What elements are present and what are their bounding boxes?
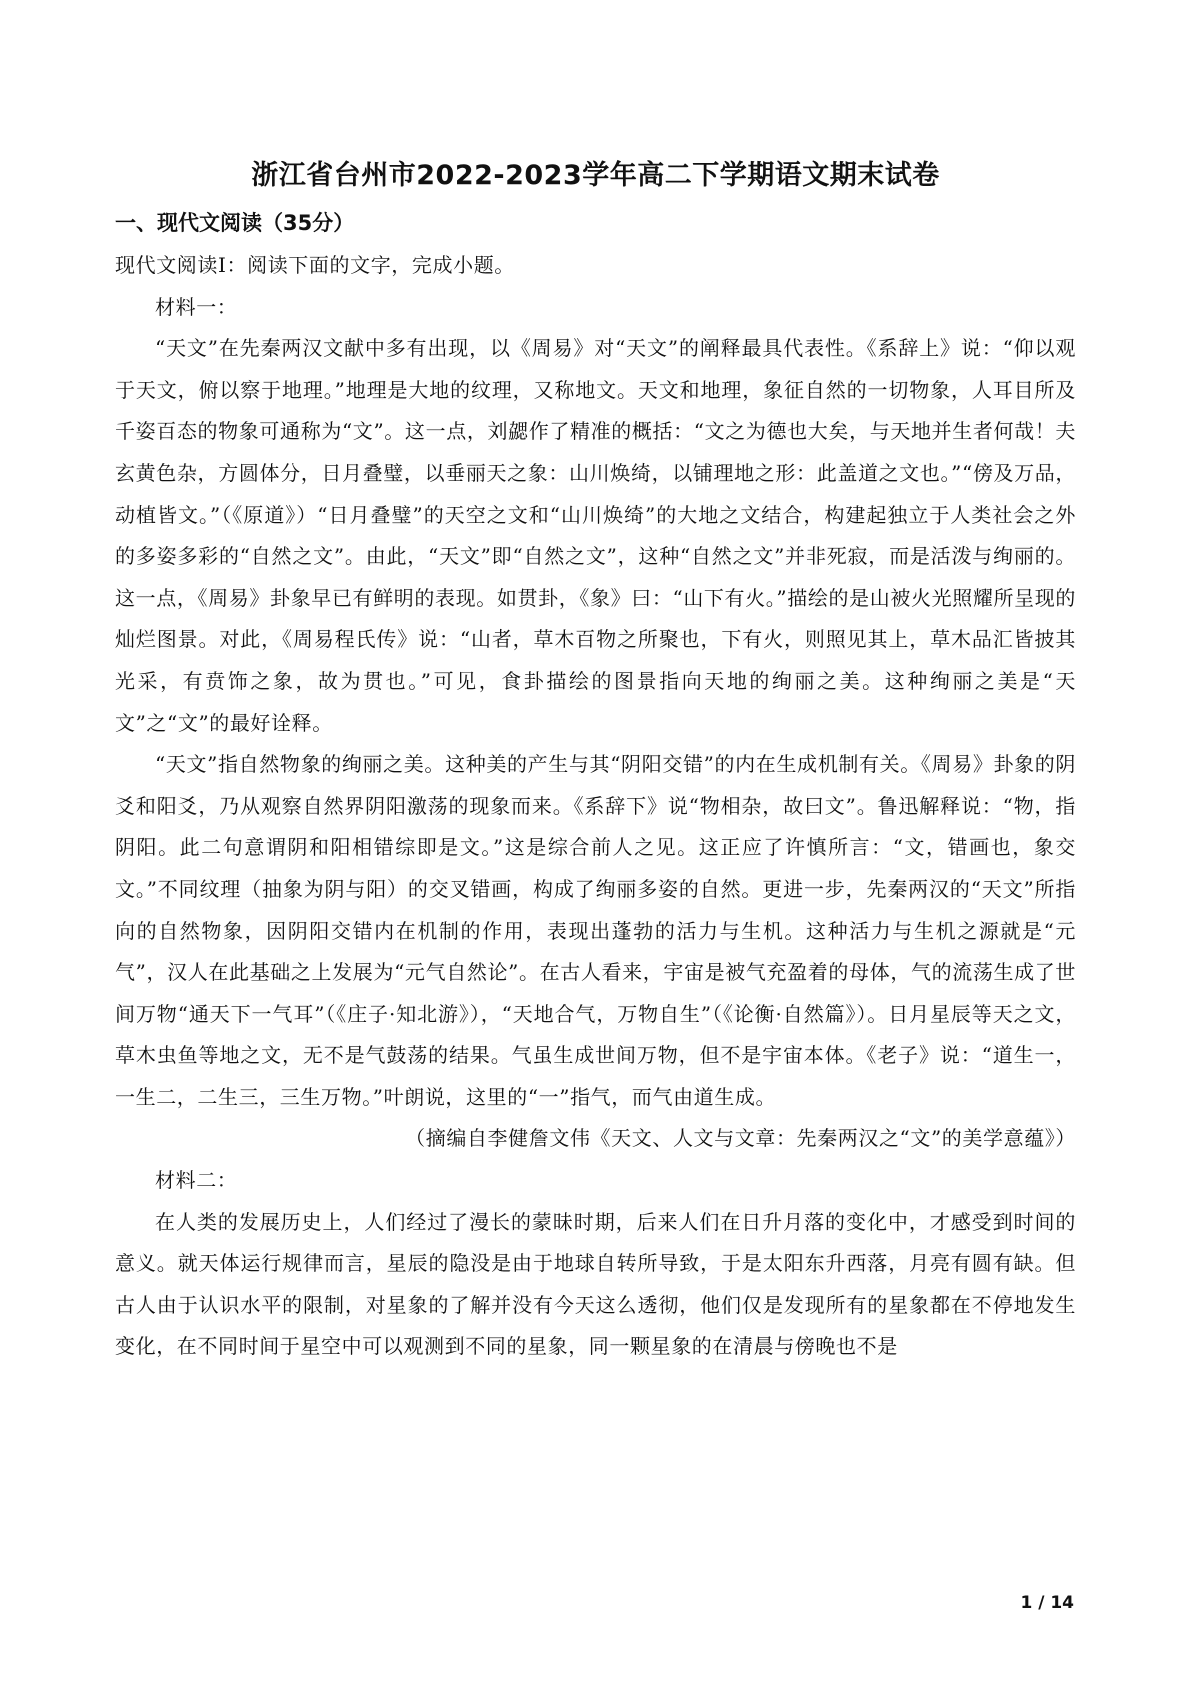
material2-label: 材料二： xyxy=(155,1168,238,1193)
document-body xyxy=(115,245,1076,1368)
reading-instruction: 现代文阅读Ⅰ：阅读下面的文字，完成小题。 xyxy=(115,253,515,277)
section-heading: 一、现代文阅读（35分） xyxy=(115,211,355,235)
material1-label: 材料一： xyxy=(155,294,238,319)
material1-paragraph: “天文”在先秦两汉文献中多有出现，以《周易》对“天文”的阐释最具代表性。《系辞上》说：“仰以观于天文，俯以察于地理。”地理是大地的纹理，又称地文。天文和地理，象征自然的一切物象，人耳目所及千姿百态的物象可通称为“文”。这一点，刘勰作了精准的概括：“文之为德也大矣，与天地并生者何哉！夫玄黄色杂，方圆体分，日月叠璧，以垂丽天之象：山川焕绮，以铺理地之形：此盖道之文也。”“傍及万品，动植皆文。”（《原道》）“日月叠璧”的天空之文和“山川焕绮”的大地之文结合，构建起独立于人类社会之外的多姿多彩的“自然之文”。由此，“天文”即“自然之文”，这种“自然之文”并非死寂，而是活泼与绚丽的。这一点，《周易》卦象早已有鲜明的表现。如贯卦，《象》曰：“山下有火。”描绘的是山被火光照耀所呈现的灿烂图景。对此，《周易程氏传》说：“山者，草木百物之所聚也，下有火，则照见其上，草木品汇皆披其光采，有贲饰之象，故为贯也。”可见，食卦描绘的图景指向天地的绚丽之美。这种绚丽之美是“天文”之“文”的最好诠释。 xyxy=(115,336,1076,735)
page-number: 1 / 14 xyxy=(1020,1593,1074,1613)
material1-source: （摘编自李健詹文伟《天文、人文与文章：先秦两汉之“文”的美学意蕴》） xyxy=(405,1126,1076,1151)
material2-paragraph: 在人类的发展历史上，人们经过了漫长的蒙昧时期，后来人们在日升月落的变化中，才感受到时间的意义。就天体运行规律而言，星辰的隐没是由于地球自转所导致，于是太阳东升西落，月亮有圆有缺。但古人由于认识水平的限制，对星象的了解并没有今天这么透彻，他们仅是发现所有的星象都在不停地发生变化，在不同时间于星空中可以观测到不同的星象，同一颗星象的在清晨与傍晚也不是 xyxy=(115,1209,1076,1359)
document-title: 浙江省台州市2022-2023学年高二下学期语文期末试卷 xyxy=(251,160,940,191)
material1-paragraph: “天文”指自然物象的绚丽之美。这种美的产生与其“阴阳交错”的内在生成机制有关。《周易》卦象的阴爻和阳爻，乃从观察自然界阴阳激荡的现象而来。《系辞下》说“物相杂，故曰文”。鲁迅解释说：“物，指阴阳。此二句意谓阴和阳相错综即是文。”这是综合前人之见。这正应了许慎所言：“文，错画也，象交文。”不同纹理（抽象为阴与阳）的交叉错画，构成了绚丽多姿的自然。更进一步，先秦两汉的“天文”所指向的自然物象，因阴阳交错内在机制的作用，表现出蓬勃的活力与生机。这种活力与生机之源就是“元气”，汉人在此基础之上发展为“元气自然论”。在古人看来，宇宙是被气充盈着的母体，气的流荡生成了世间万物“通天下一气耳”（《庄子·知北游》），“天地合气，万物自生”（《论衡·自然篇》）。日月星辰等天之文，草木虫鱼等地之文，无不是气鼓荡的结果。气虽生成世间万物，但不是宇宙本体。《老子》说：“道生一，一生二，二生三，三生万物。”叶朗说，这里的“一”指气，而气由道生成。 xyxy=(115,752,1076,1109)
